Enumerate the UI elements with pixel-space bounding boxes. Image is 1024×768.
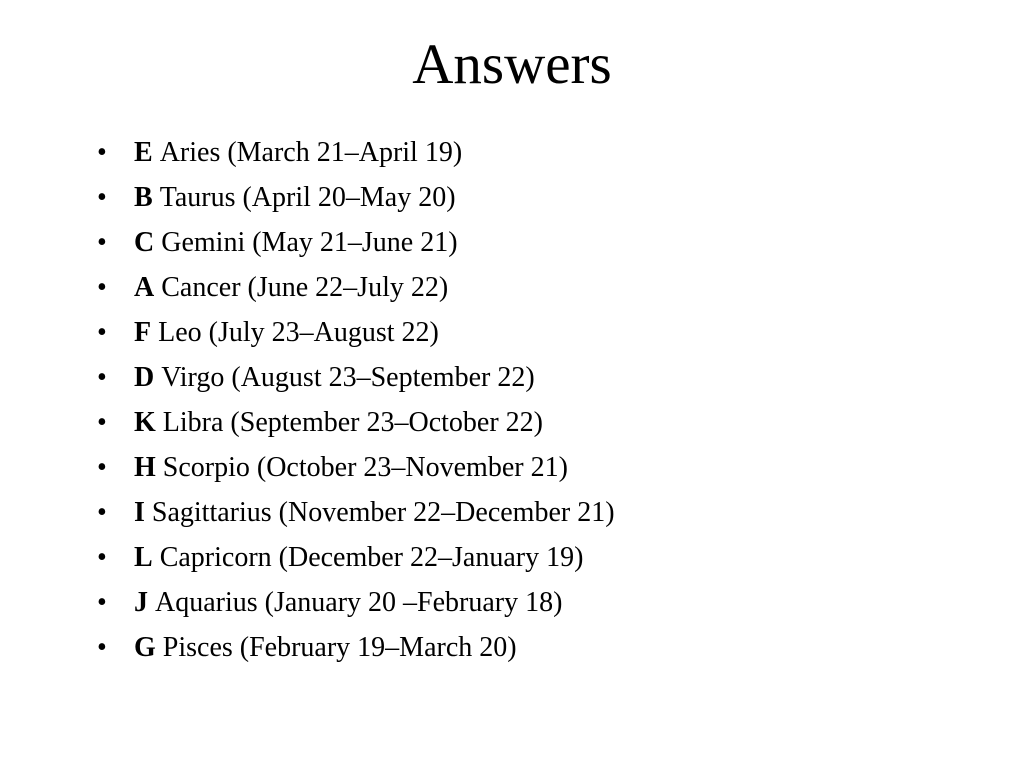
zodiac-sign-text: Taurus (April 20–May 20) xyxy=(159,182,456,213)
answer-item xyxy=(97,400,615,445)
slide-title: Answers xyxy=(412,33,612,96)
answer-letter: B xyxy=(134,182,153,213)
bullet-icon: • xyxy=(97,452,107,483)
zodiac-sign-text: Aquarius (January 20 –February 18) xyxy=(155,587,563,618)
answer-item xyxy=(97,445,615,490)
zodiac-sign-text: Libra (September 23–October 22) xyxy=(162,407,543,438)
answer-letter: J xyxy=(134,587,148,618)
bullet-icon: • xyxy=(97,227,107,258)
bullet-icon: • xyxy=(97,632,107,663)
answer-item xyxy=(97,625,615,670)
zodiac-sign-text: Capricorn (December 22–January 19) xyxy=(159,542,584,573)
zodiac-sign-text: Scorpio (October 23–November 21) xyxy=(162,452,568,483)
answer-letter: E xyxy=(134,137,153,168)
answer-item xyxy=(97,130,615,175)
zodiac-sign-text: Leo (July 23–August 22) xyxy=(158,317,439,348)
zodiac-sign-text: Pisces (February 19–March 20) xyxy=(162,632,517,663)
answer-letter: H xyxy=(134,452,156,483)
answer-letter: I xyxy=(134,497,145,528)
bullet-icon: • xyxy=(97,317,107,348)
answer-item xyxy=(97,175,615,220)
answer-item xyxy=(97,355,615,400)
answer-item xyxy=(97,580,615,625)
bullet-icon: • xyxy=(97,362,107,393)
answer-letter: K xyxy=(134,407,156,438)
zodiac-sign-text: Virgo (August 23–September 22) xyxy=(161,362,535,393)
zodiac-sign-text: Cancer (June 22–July 22) xyxy=(161,272,449,303)
bullet-icon: • xyxy=(97,272,107,303)
answer-item xyxy=(97,265,615,310)
answer-item xyxy=(97,310,615,355)
answer-item xyxy=(97,220,615,265)
answer-letter: G xyxy=(134,632,156,663)
bullet-icon: • xyxy=(97,137,107,168)
answer-item xyxy=(97,490,615,535)
bullet-icon: • xyxy=(97,542,107,573)
bullet-icon: • xyxy=(97,497,107,528)
answer-item xyxy=(97,535,615,580)
answer-letter: C xyxy=(134,227,155,258)
zodiac-sign-text: Sagittarius (November 22–December 21) xyxy=(151,497,615,528)
answer-list xyxy=(97,130,615,670)
zodiac-sign-text: Aries (March 21–April 19) xyxy=(159,137,463,168)
answer-letter: D xyxy=(134,362,155,393)
bullet-icon: • xyxy=(97,182,107,213)
answer-letter: L xyxy=(134,542,153,573)
bullet-icon: • xyxy=(97,407,107,438)
zodiac-sign-text: Gemini (May 21–June 21) xyxy=(161,227,458,258)
answer-letter: F xyxy=(134,317,152,348)
answer-letter: A xyxy=(134,272,155,303)
bullet-icon: • xyxy=(97,587,107,618)
